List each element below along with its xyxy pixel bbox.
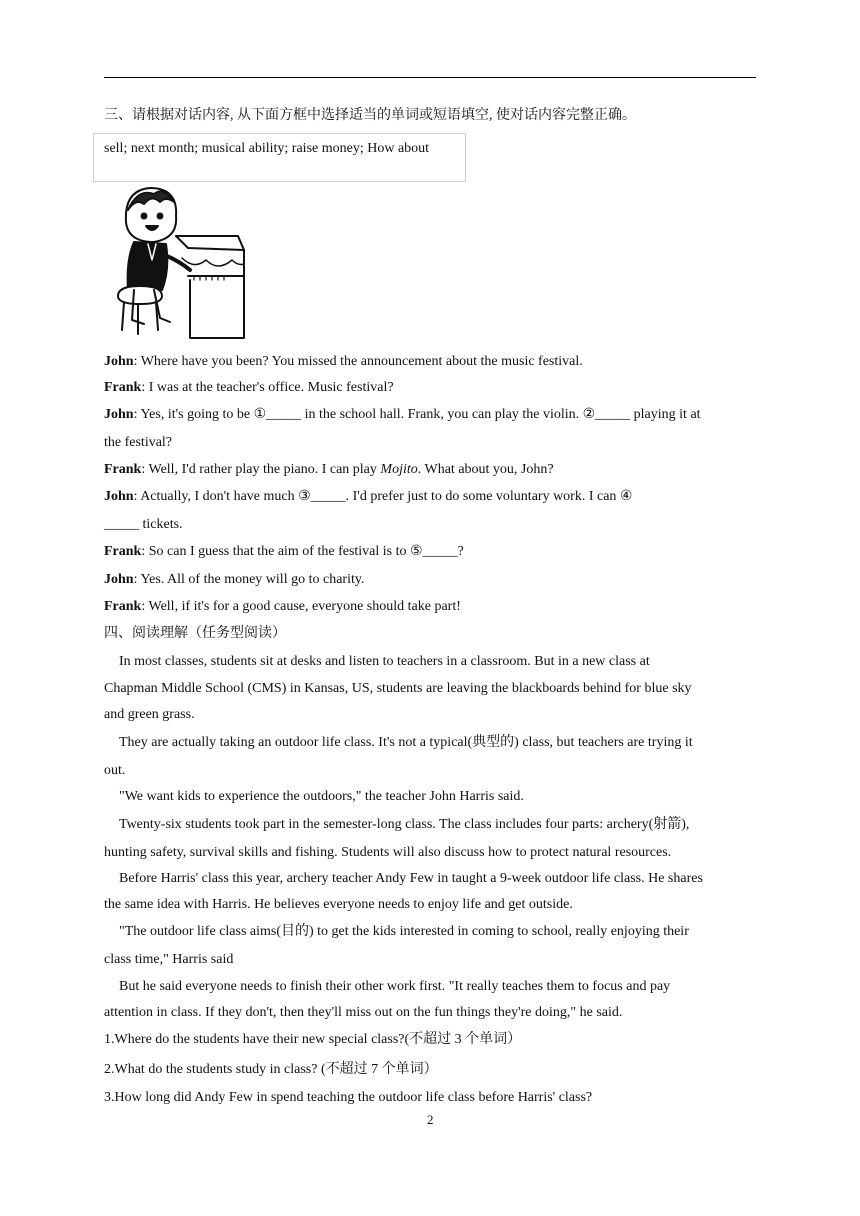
song-title: Mojito: [380, 462, 418, 477]
speaker-name: John: [104, 354, 134, 369]
passage-line: attention in class. If they don't, then they'll miss out on the fun things they're doing," he said.: [104, 1005, 623, 1020]
dialogue-text: : Yes, it's going to be ①_____ in the school hall. Frank, you can play the violin. ②_____ playing it at: [133, 407, 701, 422]
speaker-name: Frank: [104, 599, 142, 614]
dialogue-text: the festival?: [104, 435, 173, 450]
dialogue-line: [104, 405, 701, 425]
passage-line: But he said everyone needs to finish their other work first. "It really teaches them to focus and pay: [119, 979, 671, 994]
dialogue-line: [104, 487, 633, 507]
page-number: 2: [427, 1112, 434, 1127]
header-rule: [104, 77, 756, 78]
dialogue-text: : Actually, I don't have much ③_____. I'd prefer just to do some voluntary work. I can ④: [133, 489, 633, 504]
dialogue-text: _____ tickets.: [104, 517, 183, 532]
dialogue-line: [104, 352, 583, 372]
passage-line: out.: [104, 763, 126, 778]
dialogue-text: : I was at the teacher's office. Music festival?: [141, 380, 394, 395]
passage-line: the same idea with Harris. He believes everyone needs to enjoy life and get outside.: [104, 897, 573, 912]
question-3: 3.How long did Andy Few in spend teaching the outdoor life class before Harris' class?: [104, 1090, 593, 1105]
speaker-name: John: [104, 572, 134, 587]
dialogue-line: [104, 515, 183, 535]
dialogue-text: : Where have you been? You missed the announcement about the music festival.: [133, 354, 583, 369]
dialogue-text: : Well, I'd rather play the piano. I can play: [141, 462, 381, 477]
dialogue-text: : So can I guess that the aim of the festival is to ⑤_____?: [141, 544, 464, 559]
dialogue-text: : Well, if it's for a good cause, everyone should take part!: [141, 599, 461, 614]
dialogue-line: [104, 460, 554, 480]
dialogue-line: [104, 433, 172, 453]
boy-playing-piano-illustration: [104, 180, 246, 342]
passage-line: Chapman Middle School (CMS) in Kansas, US, students are leaving the blackboards behind for blue sky: [104, 681, 692, 696]
passage-line: They are actually taking an outdoor life class. It's not a typical(典型的) class, but teachers are trying it: [119, 735, 693, 750]
dialogue-line: [104, 542, 464, 562]
passage-line: Twenty-six students took part in the semester-long class. The class includes four parts: archery(射箭),: [119, 817, 690, 832]
speaker-name: John: [104, 407, 134, 422]
section-4-title: 四、阅读理解（任务型阅读）: [104, 626, 286, 641]
speaker-name: Frank: [104, 462, 142, 477]
passage-line: class time," Harris said: [104, 952, 234, 967]
passage-line: and green grass.: [104, 707, 195, 722]
dialogue-line: [104, 597, 461, 617]
question-1: 1.Where do the students have their new special class?(不超过 3 个单词）: [104, 1032, 522, 1047]
dialogue-line: [104, 570, 364, 590]
dialogue-text: . What about you, John?: [417, 462, 554, 477]
question-2: 2.What do the students study in class? (不超过 7 个单词）: [104, 1062, 438, 1077]
speaker-name: Frank: [104, 380, 142, 395]
speaker-name: John: [104, 489, 134, 504]
speaker-name: Frank: [104, 544, 142, 559]
passage-line: "The outdoor life class aims(目的) to get the kids interested in coming to school, really enjoying their: [119, 924, 689, 939]
section-3-title: 三、请根据对话内容, 从下面方框中选择适当的单词或短语填空, 使对话内容完整正确。: [104, 108, 636, 123]
dialogue-line: [104, 378, 394, 398]
passage-line: Before Harris' class this year, archery teacher Andy Few in taught a 9-week outdoor life class. He shares: [119, 871, 703, 886]
passage-line: "We want kids to experience the outdoors," the teacher John Harris said.: [119, 789, 524, 804]
passage-line: hunting safety, survival skills and fishing. Students will also discuss how to protect natural resources.: [104, 845, 672, 860]
dialogue-text: : Yes. All of the money will go to charity.: [133, 572, 365, 587]
word-box: sell; next month; musical ability; raise money; How about: [93, 133, 466, 182]
passage-line: In most classes, students sit at desks and listen to teachers in a classroom. But in a new class at: [119, 654, 650, 669]
